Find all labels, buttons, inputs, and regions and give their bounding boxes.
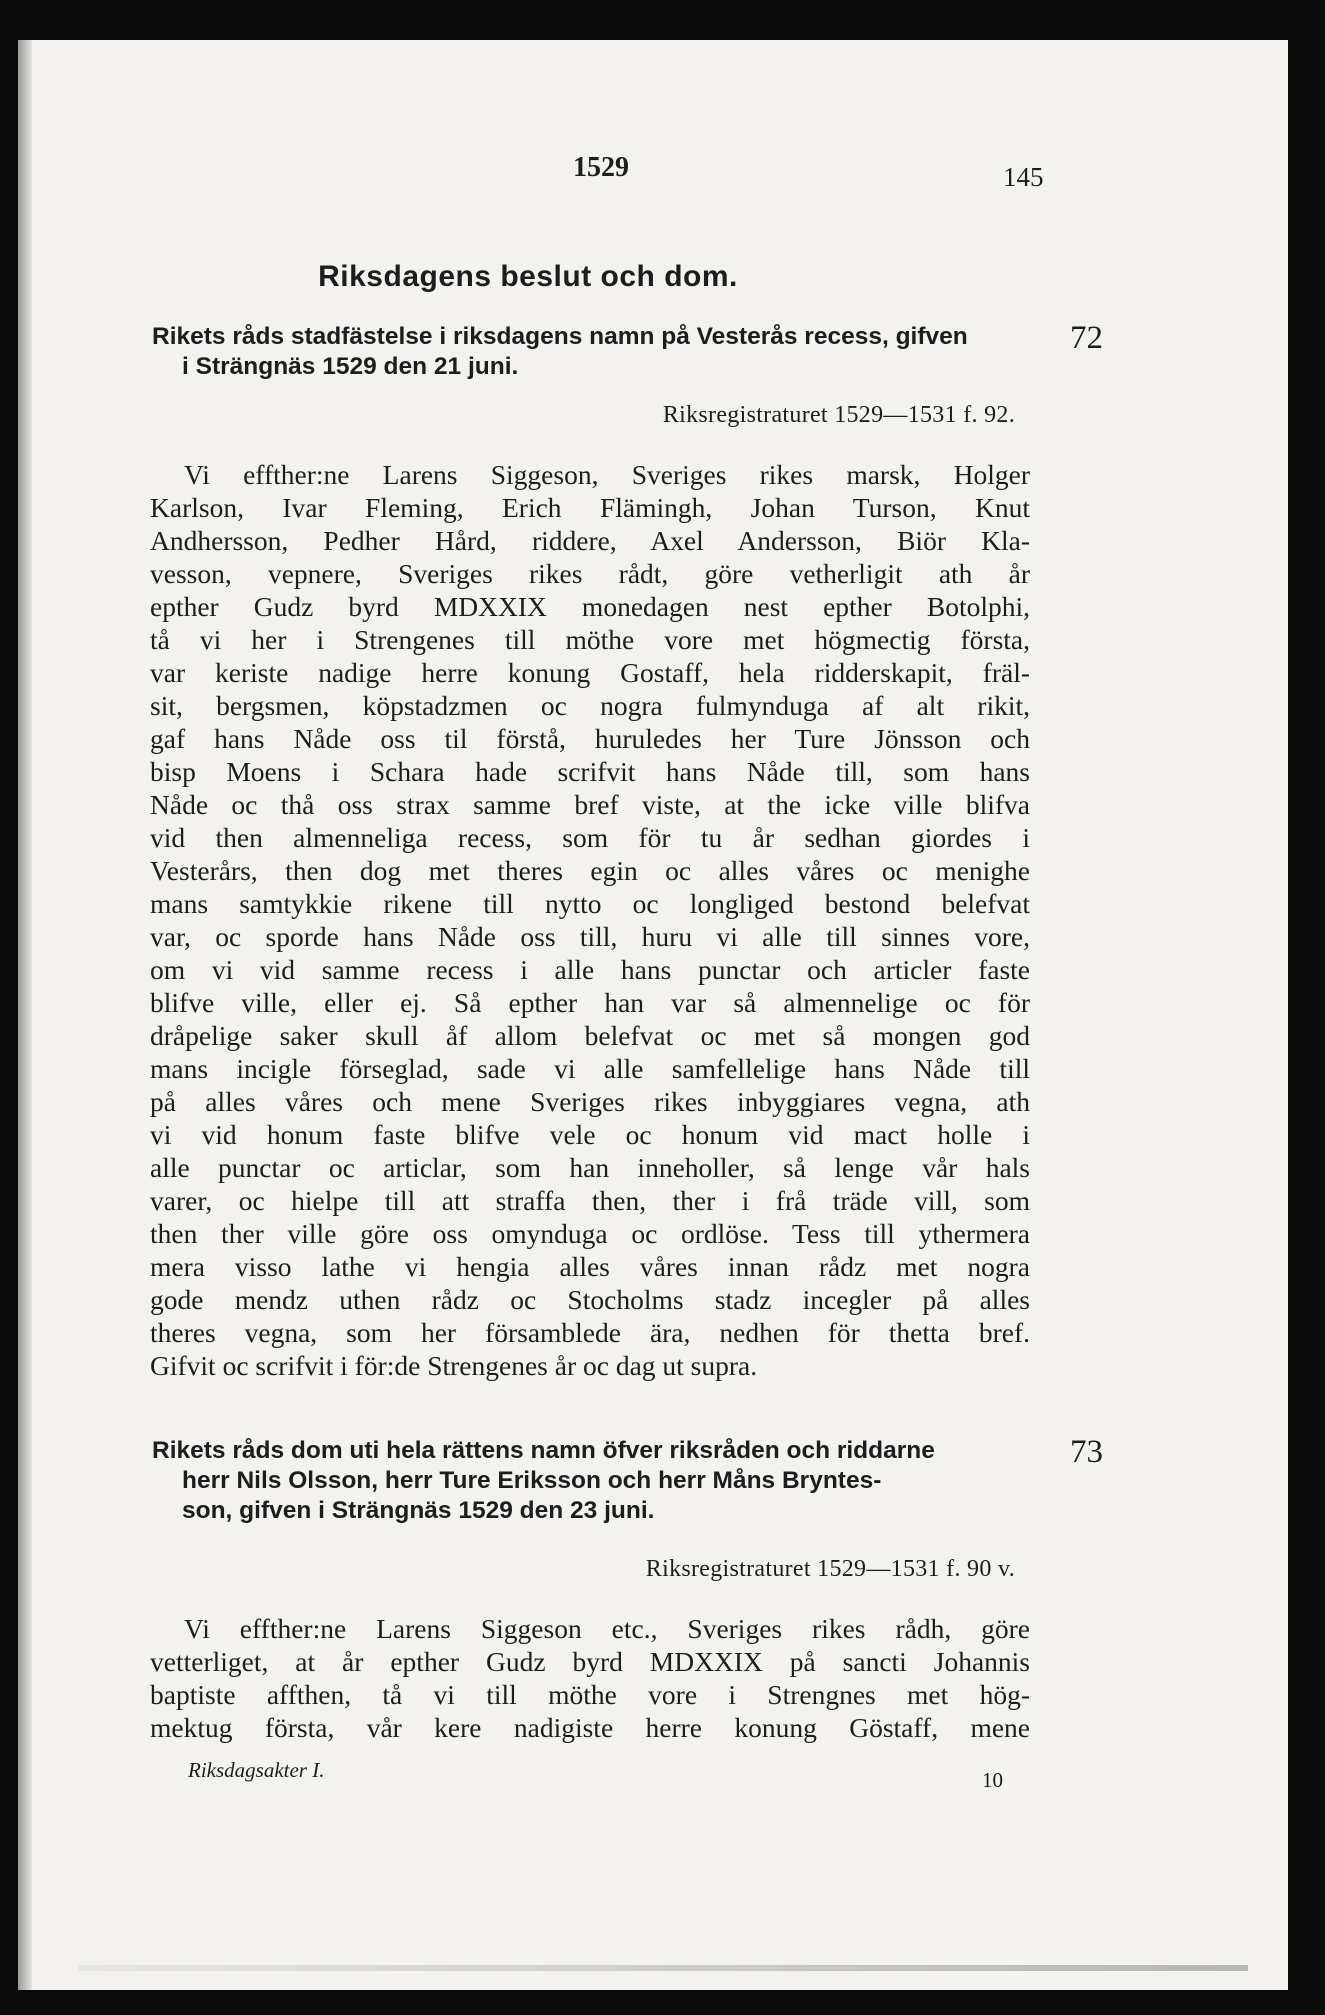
text-line: var keriste nadige herre konung Gostaff, hela ridderskapit, fräl- [150,657,1030,688]
heading-line: i Strängnäs 1529 den 21 juni. [182,353,519,380]
text-line: vetterliget, at år epther Gudz byrd MDXXIX på sancti Johannis [150,1646,1030,1677]
text-line: epther Gudz byrd MDXXIX monedagen nest epther Botolphi, [150,591,1030,622]
text-line: mera visso lathe vi hengia alles våres innan rådz met nogra [150,1251,1030,1282]
heading-line: herr Nils Olsson, herr Ture Eriksson och herr Måns Bryntes- [182,1467,882,1494]
text-line: dråpelige saker skull åf allom belefvat oc met så mongen god [150,1020,1030,1051]
entry-number-72: 72 [1070,320,1103,356]
text-line: var, oc sporde hans Nåde oss till, huru vi alle till sinnes vore, [150,921,1030,952]
heading-line: Rikets råds stadfästelse i riksdagens namn på Vesterås recess, gifven [152,323,968,350]
source-reference-73: Riksregistraturet 1529—1531 f. 90 v. [645,1556,1015,1582]
text-line: vi vid honum faste blifve vele oc honum vid mact holle i [150,1119,1030,1150]
text-line: Gifvit oc scrifvit i för:de Strengenes år oc dag ut supra. [150,1350,758,1381]
text-line: alle punctar oc articlar, som han inneholler, så lenge vår hals [150,1152,1030,1183]
text-line: Andhersson, Pedher Hård, riddere, Axel Andersson, Biör Kla- [150,525,1030,556]
body-text-72 [150,458,1030,1382]
text-line: Vi effther:ne Larens Siggeson etc., Sveriges rikes rådh, göre [184,1613,1030,1644]
section-heading-73 [152,1436,1032,1526]
entry-number-73: 73 [1070,1434,1103,1470]
heading-line: Rikets råds dom uti hela rättens namn öfver riksråden och riddarne [152,1437,935,1464]
heading-line: son, gifven i Strängnäs 1529 den 23 juni. [182,1497,655,1524]
text-line: vesson, vepnere, Sveriges rikes rådt, göre vetherligit ath år [150,558,1030,589]
text-line: bisp Moens i Schara hade scrifvit hans Nåde till, som hans [150,756,1030,787]
text-line: vid then almenneliga recess, som för tu år sedhan giordes i [150,822,1030,853]
text-line: om vi vid samme recess i alle hans punctar och articler faste [150,954,1030,985]
text-line: mans samtykkie rikene till nytto oc longliged bestond belefvat [150,888,1030,919]
text-line: Vesterårs, then dog met theres egin oc alles våres oc menighe [150,855,1030,886]
text-line: blifve ville, eller ej. Så epther han var så almennelige oc för [150,987,1030,1018]
text-line: tå vi her i Strengenes till möthe vore met högmectig första, [150,624,1030,655]
text-line: mans incigle förseglad, sade vi alle samfellelige hans Nåde till [150,1053,1030,1084]
text-line: baptiste affthen, tå vi till möthe vore i Strengnes met hög- [150,1679,1030,1710]
footer-sheet-number: 10 [982,1768,1003,1792]
text-line: gode mendz uthen rådz oc Stocholms stadz incegler på alles [150,1284,1030,1315]
header-page-number: 145 [1003,162,1044,192]
text-line: gaf hans Nåde oss til förstå, huruledes her Ture Jönsson och [150,723,1030,754]
page-gutter-shadow [18,40,32,1990]
header-year: 1529 [573,152,629,183]
footer-signature: Riksdagsakter I. [188,1758,325,1782]
text-line: varer, oc hielpe till att straffa then, ther i frå träde vill, som [150,1185,1030,1216]
body-text-73 [150,1612,1030,1744]
text-line: theres vegna, som her församblede ära, nedhen för thetta bref. [150,1317,1030,1348]
text-line: Nåde oc thå oss strax samme bref viste, at the icke ville blifva [150,789,1030,820]
source-reference-72: Riksregistraturet 1529—1531 f. 92. [662,402,1015,428]
text-line: på alles våres och mene Sveriges rikes inbyggiares vegna, ath [150,1086,1030,1117]
text-line: then ther ville göre oss omynduga oc ordlöse. Tess till ythermera [150,1218,1030,1249]
text-line: sit, bergsmen, köpstadzmen oc nogra fulmynduga af alt rikit, [150,690,1030,721]
section-heading-72 [152,322,1032,382]
text-line: mektug första, vår kere nadigiste herre konung Göstaff, mene [150,1712,1030,1743]
text-line: Karlson, Ivar Fleming, Erich Flämingh, Johan Turson, Knut [150,492,1030,523]
chapter-title: Riksdagens beslut och dom. [318,260,738,293]
text-line: Vi effther:ne Larens Siggeson, Sveriges rikes marsk, Holger [184,459,1030,490]
document-page [18,40,1288,1990]
page-bottom-edge [78,1965,1248,1971]
